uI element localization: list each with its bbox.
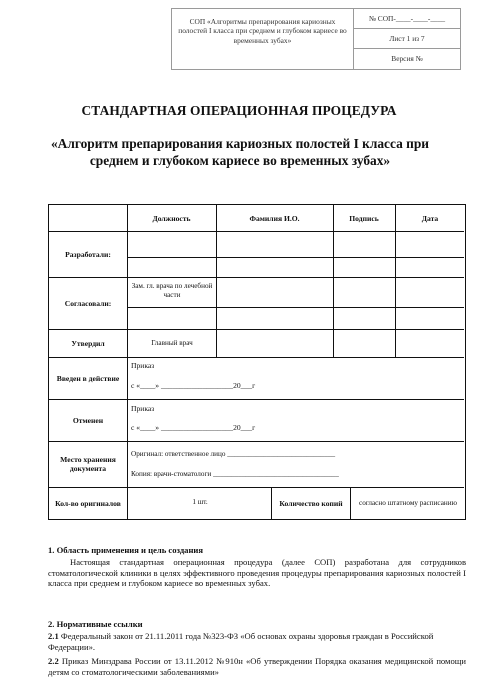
storage-copy: Копия: врачи-стоматологи ___________________________________ bbox=[131, 470, 339, 478]
document-title: СТАНДАРТНАЯ ОПЕРАЦИОННАЯ ПРОЦЕДУРА bbox=[81, 103, 397, 118]
storage-original: Оригинал: ответственное лицо ______________________________ bbox=[131, 450, 336, 458]
header-sheet: Лист 1 из 7 bbox=[354, 29, 460, 49]
section-2-title: 2. Нормативные ссылки bbox=[48, 619, 143, 629]
header-meta bbox=[354, 9, 460, 69]
copies-count-label: Количество копий bbox=[279, 498, 343, 508]
col-header-signature: Подпись bbox=[349, 214, 379, 223]
row-label-cancelled: Отменен bbox=[72, 415, 104, 425]
approval-table bbox=[48, 204, 466, 520]
table-col-line bbox=[350, 487, 351, 519]
table-col-line bbox=[395, 205, 396, 357]
copies-count-value: согласно штатному расписанию bbox=[359, 498, 457, 507]
table-col-line bbox=[127, 205, 128, 519]
table-col-line bbox=[333, 205, 334, 357]
header-version: Версия № bbox=[391, 54, 423, 63]
reference-2-1-number: 2.1 bbox=[48, 631, 59, 641]
row-label-introduced: Введен в действие bbox=[56, 373, 120, 383]
agreed-position: Зам. гл. врача по лечебной части bbox=[131, 282, 213, 299]
document-subtitle: «Алгоритм препарирования кариозных полостей I класса при среднем и глубоком кариесе во временных зубах» bbox=[50, 136, 430, 168]
row-label-agreed: Согласовали: bbox=[64, 298, 112, 308]
section-1-title: 1. Область применения и цель создания bbox=[48, 545, 204, 555]
row-label-developed: Разработали: bbox=[65, 249, 111, 259]
reference-2-1 bbox=[48, 631, 466, 652]
row-label-originals-count: Кол-во оригиналов bbox=[55, 498, 121, 508]
cancelled-order-date: с «____» ___________________20___г bbox=[131, 423, 256, 432]
document-header-box bbox=[171, 8, 461, 70]
table-row-line bbox=[127, 307, 464, 308]
reference-2-2-text: Приказ Минздрава России от 13.11.2012 №910н «Об утверждении Порядка оказания медицинской помощи детям со стоматологическими заболеваниями» bbox=[48, 656, 466, 677]
col-header-name: Фамилия И.О. bbox=[249, 214, 300, 223]
reference-2-2 bbox=[48, 656, 466, 677]
approved-position: Главный врач bbox=[151, 339, 193, 347]
row-label-storage: Место хранения документа bbox=[60, 455, 116, 473]
reference-2-1-text: Федеральный закон от 21.11.2011 года №323-ФЗ «Об основах охраны здоровья граждан в Российской Федерации». bbox=[48, 631, 434, 652]
col-header-date: Дата bbox=[421, 214, 439, 223]
table-row-line bbox=[127, 257, 464, 258]
introduced-order-date: с «____» ___________________20___г bbox=[131, 381, 256, 390]
table-col-line bbox=[216, 205, 217, 357]
header-number: № СОП-____-____-____ bbox=[354, 9, 460, 29]
row-label-approved: Утвердил bbox=[71, 338, 105, 348]
reference-2-2-number: 2.2 bbox=[48, 656, 59, 666]
introduced-order-label: Приказ bbox=[131, 361, 155, 370]
header-doc-title: СОП «Алгоритмы препарирования кариозных полостей I класса при среднем и глубоком кариесе во временных зубах» bbox=[172, 9, 354, 69]
originals-count-value: 1 шт. bbox=[192, 498, 208, 506]
cancelled-order-label: Приказ bbox=[131, 404, 155, 413]
col-header-position: Должность bbox=[152, 214, 191, 223]
section-1-text: Настоящая стандартная операционная процедура (далее СОП) разработана для сотрудников стоматологической клиники в целях эффективного проведения процедуры препарирования кариозных полостей I класса при среднем и глубоком кариесе во временных зубах. bbox=[48, 557, 466, 589]
table-col-line bbox=[271, 487, 272, 519]
